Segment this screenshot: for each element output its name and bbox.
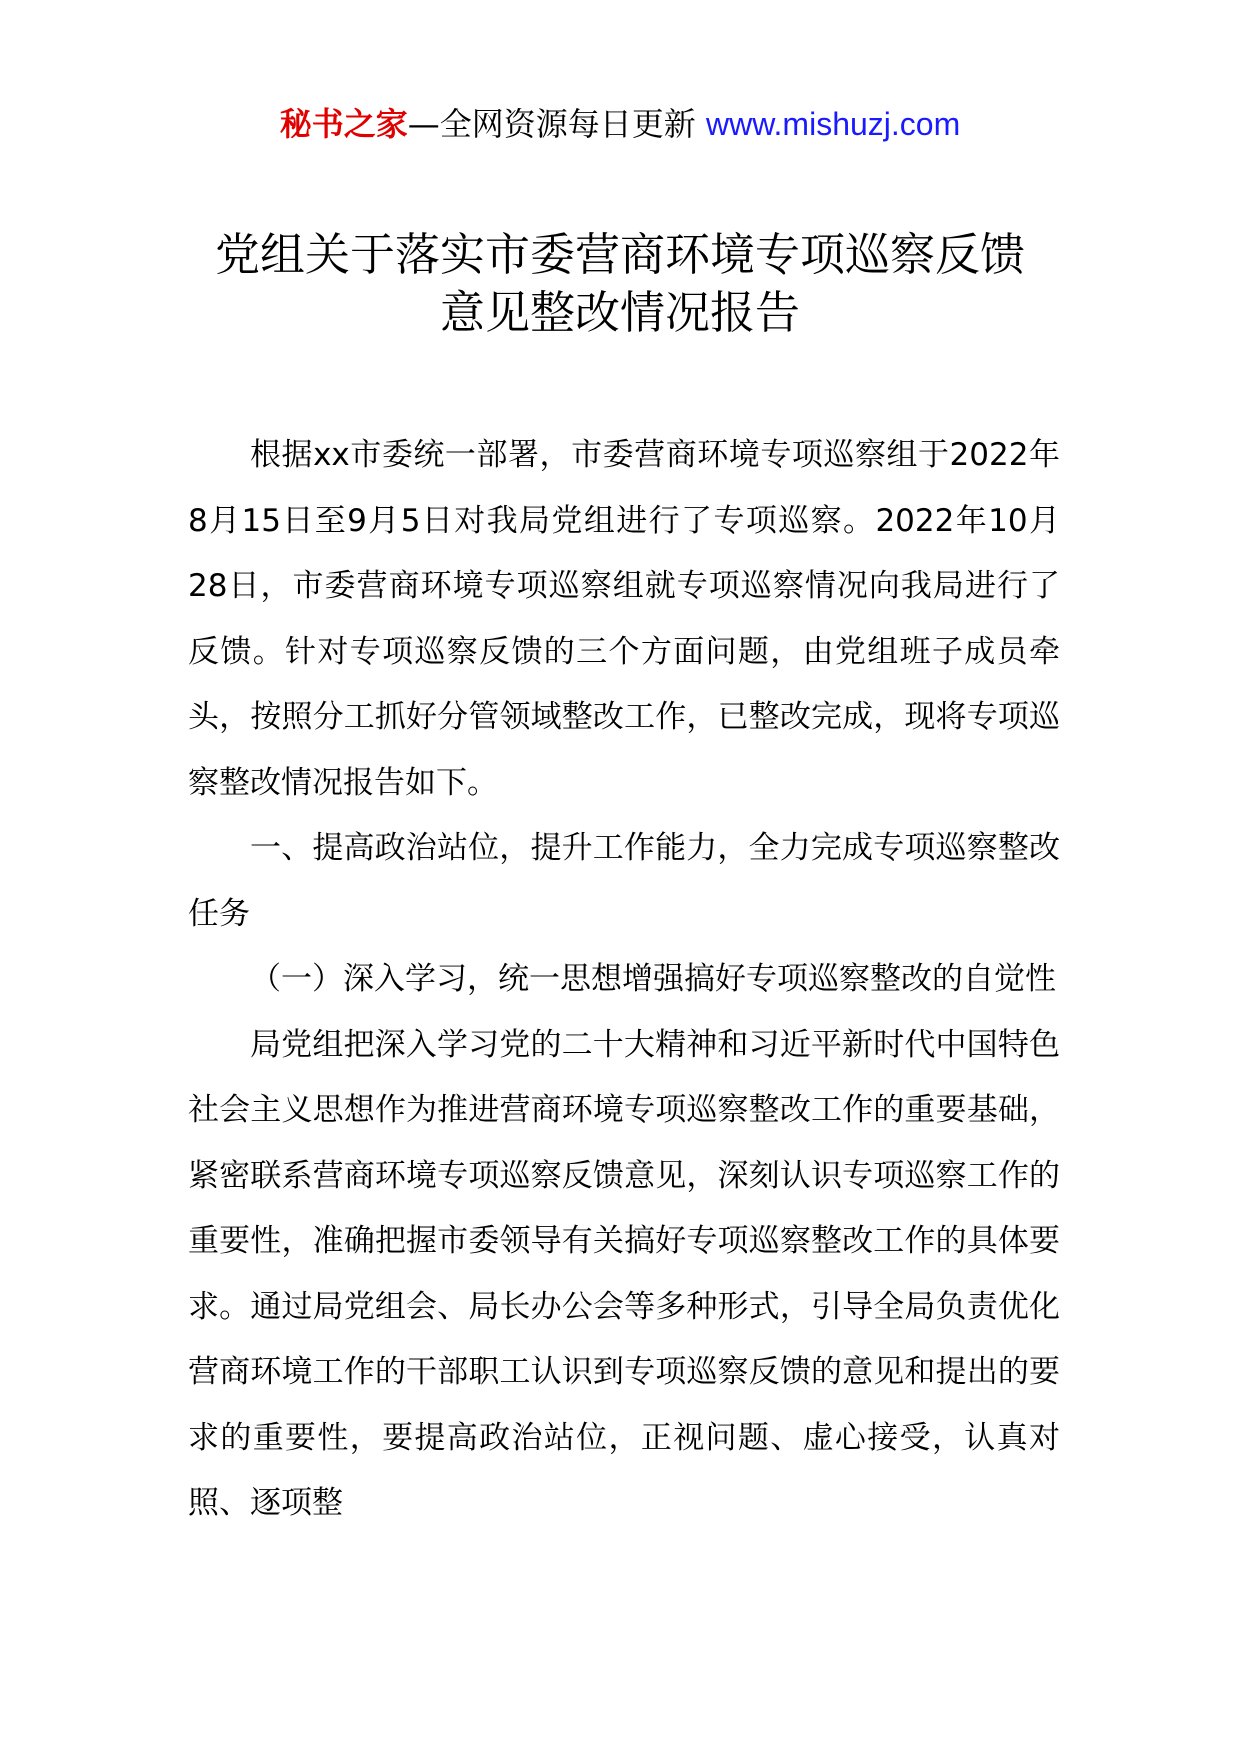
subsection-heading-1: （一）深入学习，统一思想增强搞好专项巡察整改的自觉性 bbox=[250, 961, 1056, 997]
document-title bbox=[0, 226, 1240, 342]
banner-slogan: —全网资源每日更新 bbox=[407, 105, 696, 143]
section-heading-1: 一、提高政治站位，提升工作能力，全力完成专项巡察整改任务 bbox=[188, 830, 1060, 932]
title-line-1: 党组关于落实市委营商环境专项巡察反馈 bbox=[214, 228, 1025, 281]
site-banner bbox=[0, 102, 1240, 146]
document-body bbox=[188, 423, 1060, 1537]
title-line-2: 意见整改情况报告 bbox=[439, 286, 800, 339]
banner-url-link[interactable]: www.mishuzj.com bbox=[705, 106, 961, 142]
banner-brand: 秘书之家 bbox=[279, 105, 408, 143]
body-paragraph-2: 局党组把深入学习党的二十大精神和习近平新时代中国特色社会主义思想作为推进营商环境专项巡察整改工作的重要基础，紧密联系营商环境专项巡察反馈意见，深刻认识专项巡察工作的重要性，准确把握市委领导有关搞好专项巡察整改工作的具体要求。通过局党组会、局长办公会等多种形式，引导全局负责优化营商环境工作的干部职工认识到专项巡察反馈的意见和提出的要求的重要性，要提高政治站位，正视问题、虚心接受，认真对照、逐项整 bbox=[188, 1026, 1060, 1521]
intro-paragraph: 根据xx市委统一部署，市委营商环境专项巡察组于2022年8月15日至9月5日对我局党组进行了专项巡察。2022年10月28日，市委营商环境专项巡察组就专项巡察情况向我局进行了反馈。针对专项巡察反馈的三个方面问题，由党组班子成员牵头，按照分工抓好分管领域整改工作，已整改完成，现将专项巡察整改情况报告如下。 bbox=[188, 437, 1060, 801]
